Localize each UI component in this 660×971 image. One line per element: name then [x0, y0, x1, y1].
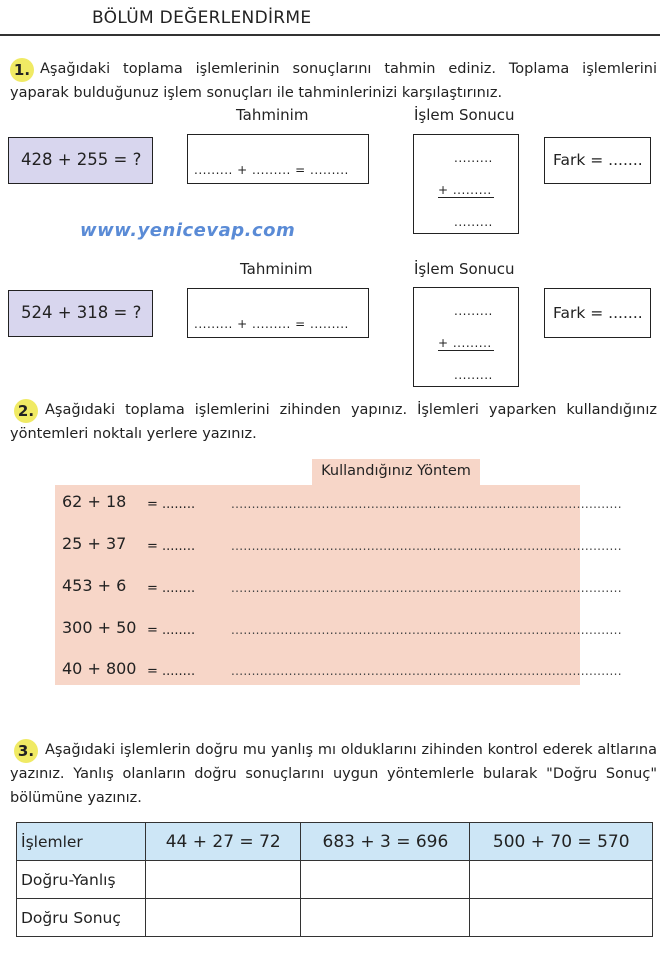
check-table [16, 822, 653, 937]
answer-cell[interactable] [470, 899, 653, 937]
row-label-dogru-yanlis: Doğru-Yanlış [17, 861, 146, 899]
q1-result-box-1[interactable] [413, 134, 519, 234]
q1-result-mid-2: + ......... [438, 336, 494, 351]
header-divider [0, 34, 660, 36]
q2-row-method[interactable]: ............................................................................................... [231, 664, 622, 678]
answer-cell[interactable] [146, 899, 301, 937]
question-2-badge: 2. [14, 399, 38, 423]
q2-row-method[interactable]: ............................................................................................... [231, 539, 622, 553]
answer-cell[interactable] [301, 899, 470, 937]
table-header-islemler: İşlemler [17, 823, 146, 861]
q2-row-eq[interactable]: = ........ [147, 581, 196, 596]
q2-row-method[interactable]: ............................................................................................... [231, 497, 622, 511]
q2-row-expr: 25 + 37 [62, 534, 127, 553]
q1-islem-label-1: İşlem Sonucu [414, 106, 515, 124]
q1-result-top-2: ......... [454, 304, 493, 318]
q1-fark-label-1: Fark = ....... [553, 151, 643, 169]
q2-row-eq[interactable]: = ........ [147, 623, 196, 638]
q2-row-expr: 62 + 18 [62, 492, 127, 511]
q1-islem-label-2: İşlem Sonucu [414, 260, 515, 278]
question-2-text: Aşağıdaki toplama işlemlerini zihinden yapınız. İşlemleri yaparken kullandığınız yöntemleri noktalı yerlere yazınız. [10, 402, 657, 442]
q2-row-eq[interactable]: = ........ [147, 539, 196, 554]
table-row [17, 899, 653, 937]
q2-row-eq[interactable]: = ........ [147, 497, 196, 512]
q1-problem-1: 428 + 255 = ? [8, 137, 153, 184]
table-row [17, 861, 653, 899]
page-title: BÖLÜM DEĞERLENDİRME [92, 8, 312, 28]
table-header-op-3: 500 + 70 = 570 [470, 823, 653, 861]
q1-tahmin-label-2: Tahminim [240, 260, 313, 278]
q2-row-expr: 300 + 50 [62, 618, 137, 637]
q2-row-method[interactable]: ............................................................................................... [231, 581, 622, 595]
q1-estimate-dots-1: ......... + ......... = ......... [194, 163, 349, 177]
q1-problem-2: 524 + 318 = ? [8, 290, 153, 337]
q1-estimate-dots-2: ......... + ......... = ......... [194, 317, 349, 331]
method-panel [55, 485, 622, 685]
table-header-row [17, 823, 653, 861]
answer-cell[interactable] [470, 861, 653, 899]
question-1-badge: 1. [10, 58, 34, 82]
question-1-text: Aşağıdaki toplama işlemlerinin sonuçlarını tahmin ediniz. Toplama işlemlerini yaparak bulduğunuz işlem sonuçları ile tahminlerinizi karşılaştırınız. [10, 61, 657, 101]
question-3-badge: 3. [14, 739, 38, 763]
table-header-op-1: 44 + 27 = 72 [146, 823, 301, 861]
q1-result-top-1: ......... [454, 151, 493, 165]
q1-result-bottom-2: ......... [454, 368, 493, 382]
row-label-dogru-sonuc: Doğru Sonuç [17, 899, 146, 937]
answer-cell[interactable] [301, 861, 470, 899]
q1-estimate-box-1[interactable] [187, 134, 369, 184]
answer-cell[interactable] [146, 861, 301, 899]
question-3-text: Aşağıdaki işlemlerin doğru mu yanlış mı olduklarını zihinden kontrol ederek altlarına yazınız. Yanlış olanların doğru sonuçlarını uygun yöntemlerle bularak "Doğru Sonuç" bölümüne yazınız. [10, 742, 657, 806]
q1-result-mid-1: + ......... [438, 183, 494, 198]
q2-row-eq[interactable]: = ........ [147, 664, 196, 679]
q1-tahmin-label-1: Tahminim [236, 106, 309, 124]
q2-row-expr: 453 + 6 [62, 576, 127, 595]
q1-fark-label-2: Fark = ....... [553, 304, 643, 322]
q1-fark-box-2[interactable] [544, 288, 651, 338]
q1-result-bottom-1: ......... [454, 215, 493, 229]
q1-estimate-box-2[interactable] [187, 288, 369, 338]
q1-result-box-2[interactable] [413, 287, 519, 387]
q2-row-expr: 40 + 800 [62, 659, 137, 678]
watermark: www.yenicevap.com [80, 220, 296, 241]
method-header: Kullandığınız Yöntem [312, 459, 480, 485]
q1-fark-box-1[interactable] [544, 137, 651, 184]
q2-row-method[interactable]: ............................................................................................... [231, 623, 622, 637]
table-header-op-2: 683 + 3 = 696 [301, 823, 470, 861]
